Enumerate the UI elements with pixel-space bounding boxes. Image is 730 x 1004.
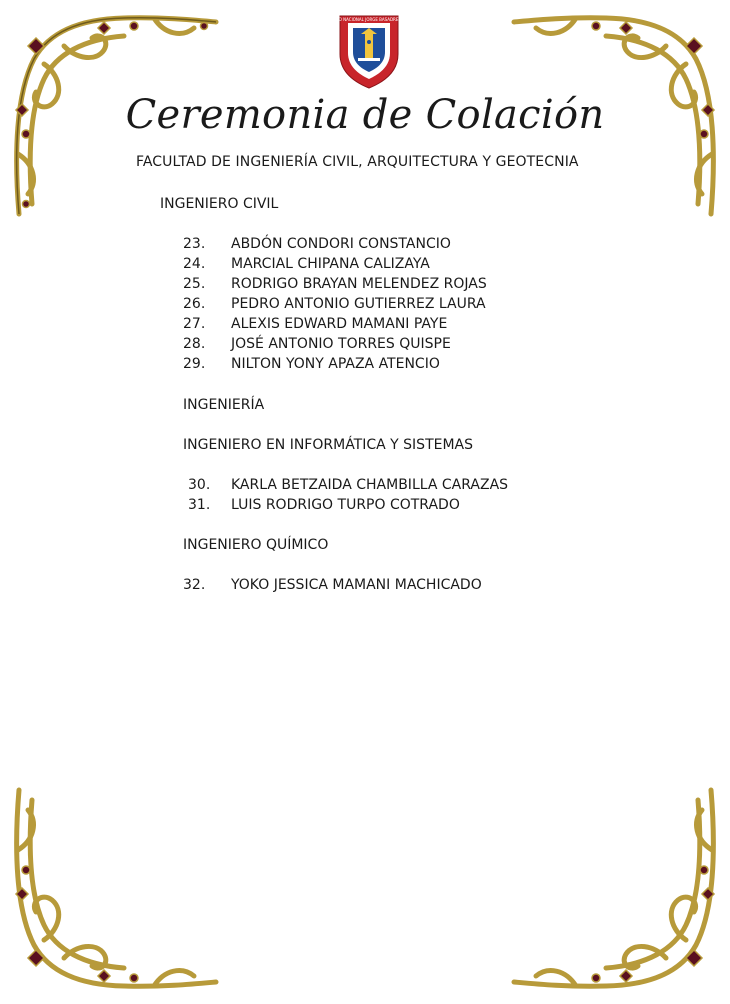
graduate-name: ALEXIS EDWARD MAMANI PAYE (231, 316, 448, 332)
graduate-number: 30. (188, 477, 211, 493)
graduate-name: RODRIGO BRAYAN MELENDEZ ROJAS (231, 276, 487, 292)
section-heading: INGENIERO EN INFORMÁTICA Y SISTEMAS (183, 437, 474, 453)
graduate-name: MARCIAL CHIPANA CALIZAYA (231, 256, 430, 272)
graduate-name: ABDÓN CONDORI CONSTANCIO (231, 236, 451, 252)
graduate-number: 26. (183, 296, 206, 312)
graduate-name: NILTON YONY APAZA ATENCIO (231, 356, 440, 372)
section-heading: INGENIERÍA (183, 397, 265, 413)
graduate-number: 27. (183, 316, 206, 332)
university-seal-logo (314, 10, 424, 90)
seal-text: UNIVERSIDAD NACIONAL JORGE BASADRE GROHMANN (314, 17, 424, 22)
graduate-number: 29. (183, 356, 206, 372)
faculty-name: FACULTAD DE INGENIERÍA CIVIL, ARQUITECTURA Y GEOTECNIA (136, 154, 579, 170)
graduate-name: YOKO JESSICA MAMANI MACHICADO (231, 577, 482, 593)
graduate-number: 24. (183, 256, 206, 272)
graduate-name: KARLA BETZAIDA CHAMBILLA CARAZAS (231, 477, 509, 493)
ornament-corner-bottom-left (4, 785, 219, 1000)
graduate-number: 28. (183, 336, 206, 352)
ornament-corner-bottom-right (511, 785, 726, 1000)
section-heading: INGENIERO QUÍMICO (183, 537, 329, 553)
graduate-number: 25. (183, 276, 206, 292)
graduate-name: JOSÉ ANTONIO TORRES QUISPE (231, 336, 451, 352)
graduate-name: LUIS RODRIGO TURPO COTRADO (231, 497, 460, 513)
page-title: Ceremonia de Colación (125, 92, 605, 138)
section-heading: INGENIERO CIVIL (160, 196, 279, 212)
graduate-number: 23. (183, 236, 206, 252)
graduate-number: 31. (188, 497, 211, 513)
graduate-number: 32. (183, 577, 206, 593)
graduate-name: PEDRO ANTONIO GUTIERREZ LAURA (231, 296, 486, 312)
